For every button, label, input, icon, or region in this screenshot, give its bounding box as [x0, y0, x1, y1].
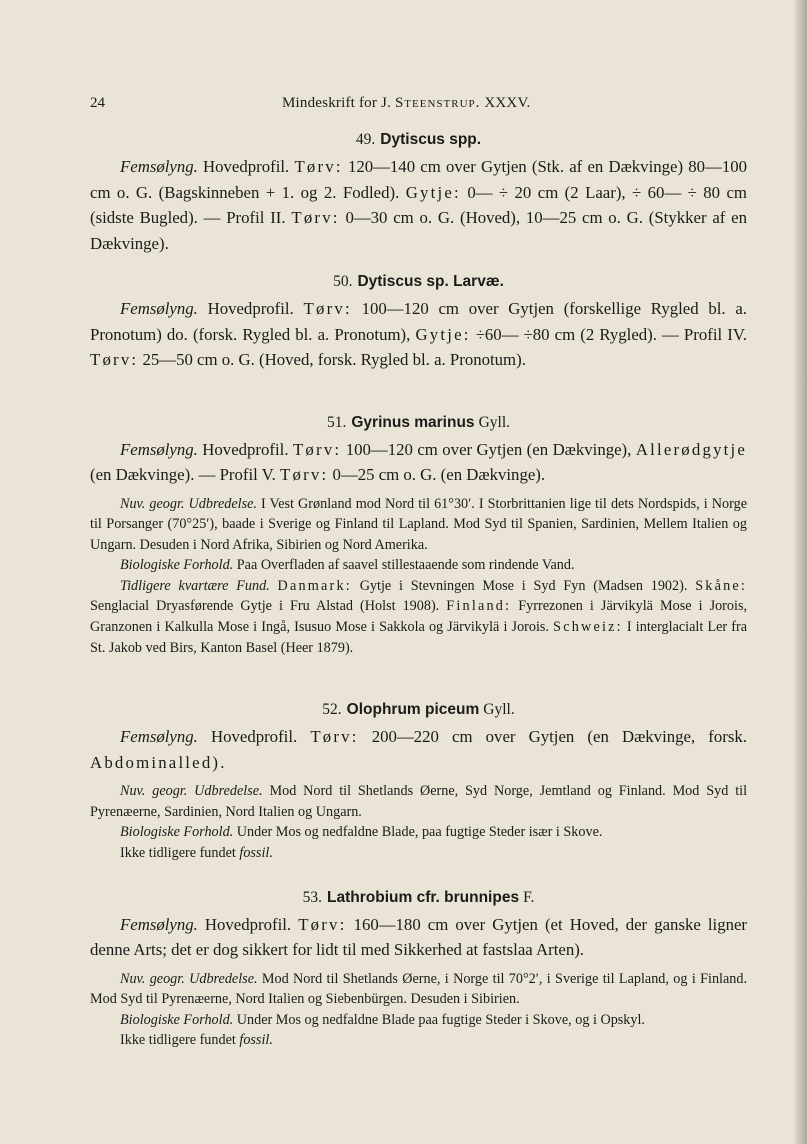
page-content — [90, 130, 747, 1051]
find-record: Femsølyng. Hovedprofil. Tørv: 100—120 cm over Gytjen (en Dækvinge), Allerødgytje (en Dækvinge). — Profil V. Tørv: 0—25 cm o. G. (en Dækvinge). — [90, 439, 748, 484]
biology-note: Biologiske Forhold. Paa Overfladen af saavel stillestaaende som rindende Vand. — [120, 557, 575, 574]
species-entry-52 — [90, 700, 747, 863]
species-entry-53 — [90, 888, 747, 1051]
species-heading: 50. Dytiscus sp. Larvæ. — [333, 273, 504, 290]
notes-block — [90, 781, 747, 863]
fossil-note: Ikke tidligere fundet fossil. — [120, 845, 273, 862]
running-title: Mindeskrift for J. Steenstrup. XXXV. — [282, 95, 531, 111]
page-header — [90, 95, 730, 115]
distribution-note: Nuv. geogr. Udbredelse. I Vest Grønland mod Nord til 61°30′. I Storbrittanien lige til dets Nordspids, i Norge til Porsanger (70°25′), baade i Sverige og Finland til Lapland. Mod Syd til Spanien, Sardinien, Mellem Italien og Ungarn. Desuden i Nord Afrika, Sibirien og Nord Amerika. — [90, 495, 747, 553]
biology-note: Biologiske Forhold. Under Mos og nedfaldne Blade paa fugtige Steder i Skove, og i Opskyl. — [120, 1011, 645, 1028]
species-heading: 53. Lathrobium cfr. brunnipes F. — [302, 888, 535, 906]
notes-block — [90, 494, 747, 659]
page-number: 24 — [90, 95, 105, 111]
author-name: Steenstrup. — [394, 95, 481, 111]
find-record: Femsølyng. Hovedprofil. Tørv: 120—140 cm over Gytjen (Stk. af en Dækvinge) 80—100 cm o. G. (Bagskinneben + 1. og 2. Fodled). Gytje: 0— ÷ 20 cm (2 Laar), ÷ 60— ÷ 80 cm (sidste Bugled). — Profil II. Tørv: 0—30 cm o. G. (Hoved), 10—25 cm o. G. (Stykker af en Dækvinge). — [90, 157, 748, 253]
page-edge-shadow — [793, 0, 807, 1144]
species-heading: 49. Dytiscus spp. — [355, 131, 482, 148]
biology-note: Biologiske Forhold. Under Mos og nedfaldne Blade, paa fugtige Steder især i Skove. — [120, 824, 603, 841]
species-entry-49 — [90, 130, 747, 256]
species-entry-50 — [90, 272, 747, 373]
species-heading: 52. Olophrum piceum Gyll. — [322, 701, 515, 719]
species-entry-51 — [90, 413, 747, 659]
notes-block — [90, 969, 747, 1051]
species-heading: 51. Gyrinus marinus Gyll. — [327, 413, 510, 431]
find-record: Femsølyng. Hovedprofil. Tørv: 200—220 cm over Gytjen (en Dækvinge, forsk. Abdominalled). — [90, 727, 747, 772]
distribution-note: Nuv. geogr. Udbredelse. Mod Nord til Shetlands Øerne, i Norge til 70°2′, i Sverige til Lapland, og i Finland. Mod Syd til Pyrenæerne, Nord Italien og Siebenbürgen. Desuden i Sibirien. — [90, 970, 748, 1008]
find-record: Femsølyng. Hovedprofil. Tørv: 100—120 cm over Gytjen (forskellige Rygled bl. a. Pronotum) do. (forsk. Rygled bl. a. Pronotum), Gytje: ÷60— ÷80 cm (2 Rygled). — Profil IV. Tørv: 25—50 cm o. G. (Hoved, forsk. Rygled bl. a. Pronotum). — [90, 299, 747, 369]
find-record: Femsølyng. Hovedprofil. Tørv: 160—180 cm over Gytjen (et Hoved, der ganske ligner denne Arts; det er dog sikkert for lidt til med Sikkerhed at fastslaa Arten). — [90, 914, 748, 960]
distribution-note: Nuv. geogr. Udbredelse. Mod Nord til Shetlands Øerne, Syd Norge, Jemtland og Finland. Mod Syd til Pyrenæerne, Sardinien, Nord Italien og Ungarn. — [90, 783, 748, 820]
fossil-note: Ikke tidligere fundet fossil. — [120, 1032, 273, 1049]
quaternary-finds-note: Tidligere kvartære Fund. Danmark: Gytje i Stevningen Mose i Syd Fyn (Madsen 1902). Skåne: Senglacial Dryasførende Gytje i Fru Alstad (Holst 1908). Finland: Fyrrezonen i Järvikylä Mose i Jorois, Granzonen i Kalkulla Mose i Ingå, Isusuo Mose i Sakkola og Järvikylä i Jorois. Schweiz: I interglacialt Ler fra St. Jakob ved Birs, Kanton Basel (Heer 1879). — [90, 577, 748, 656]
